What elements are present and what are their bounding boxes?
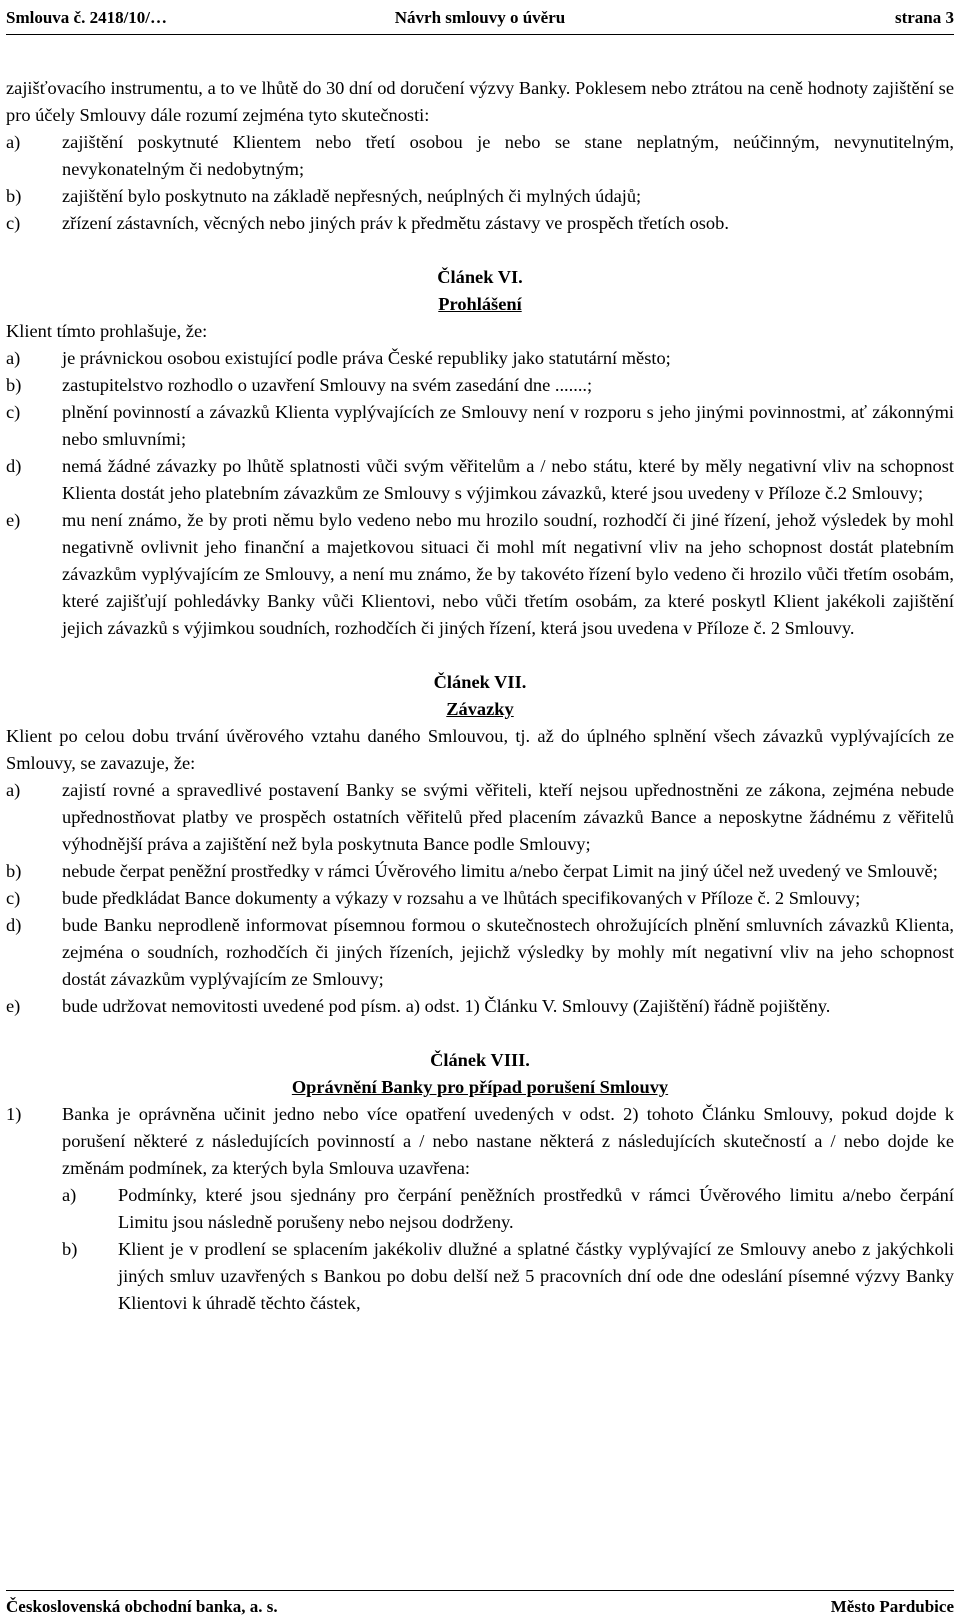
bank-name: Československá obchodní banka, a. s. [6,1597,278,1616]
list-item: e) mu není známo, že by proti němu bylo vedeno nebo mu hrozilo soudní, rozhodčí či jiné řízení, jehož výsledek by mohl negativně ovlivnit jeho finanční a majetkovou situaci či mohl mít negativní vliv na jeho schopnost dostát platebním závazkům vyplývajícím ze Smlouvy, a není mu známo, že by takovéto řízení bylo vedeno či hrozilo vůči třetím osobám, které zajišťují pohledávky Banky vůči Klientovi, nebo vůči třetím osobám, za které poskytl Klient jakékoli zajištění jejich závazků s výjimkou soudních, rozhodčích či jiných řízení, která jsou uvedena v Příloze č. 2 Smlouvy. [6,510,954,638]
page-header [6,4,954,35]
document-body [6,75,954,1317]
list-item: b) zajištění bylo poskytnuto na základě nepřesných, neúplných či mylných údajů; [6,186,642,206]
client-name: Město Pardubice [830,1597,954,1616]
article-7-title: Článek VII. [433,672,527,692]
list-item: a) zajištění poskytnuté Klientem nebo třetí osobou je nebo se stane neplatným, neúčinným, nevynutitelným, nevykonatelným či nedobytným; [6,132,954,179]
list-item: d) nemá žádné závazky po lhůtě splatnosti vůči svým věřitelům a / nebo státu, které by měly negativní vliv na schopnost Klienta dostát jeho platebním závazkům ze Smlouvy s výjimkou závazků, které jsou uvedeny v Příloze č.2 Smlouvy; [6,456,954,503]
page-footer [6,1590,954,1621]
list-item: b) nebude čerpat peněžní prostředky v rámci Úvěrového limitu a/nebo čerpat Limit na jiný účel než uvedený ve Smlouvě; [6,861,938,881]
list-item: e) bude udržovat nemovitosti uvedené pod písm. a) odst. 1) Článku V. Smlouvy (Zajištění) řádně pojištěny. [6,996,831,1016]
article-6-lead: Klient tímto prohlašuje, že: [6,321,208,341]
list-item: b) zastupitelstvo rozhodlo o uzavření Smlouvy na svém zasedání dne .......; [6,375,593,395]
article-6-title: Článek VI. [437,267,523,287]
article-8-title: Článek VIII. [430,1050,530,1070]
numbered-item: 1) Banka je oprávněna učinit jedno nebo více opatření uvedených v odst. 2) tohoto Článku Smlouvy, pokud dojde k porušení některé z následujících povinností a / nebo nastane některá z následujících skutečností a / nebo dojde ke změnám podmínek, za kterých byla Smlouva uzavřena: [6,1104,954,1178]
document-title: Návrh smlouvy o úvěru [394,8,566,27]
article-7-subtitle: Závazky [446,699,514,719]
article-6-subtitle: Prohlášení [438,294,522,314]
list-item: c) bude předkládat Bance dokumenty a výkazy v rozsahu a ve lhůtách specifikovaných v Příloze č. 2 Smlouvy; [6,888,861,908]
list-item: a) zajistí rovné a spravedlivé postavení Banky se svými věřiteli, kteří nejsou upřednostněni ze zákona, zejména nebude upřednostňovat platby ve prospěch ostatních věřitelů před placením závazků Bance a neposkytne žádnému z věřitelů výhodnější práva a zajištění než byla poskytnuta Bance podle Smlouvy; [6,780,954,854]
contract-number: Smlouva č. 2418/10/… [6,8,168,27]
list-item: d) bude Banku neprodleně informovat písemnou formou o skutečnostech ohrožujících plnění smluvních závazků Klienta, zejména o soudních, rozhodčích či jiných řízeních, jejichž výsledky by mohly mít negativní vliv na jeho schopnost dostát závazkům vyplývajícím ze Smlouvy; [6,915,954,989]
sub-list-item: a) Podmínky, které jsou sjednány pro čerpání peněžních prostředků v rámci Úvěrového limitu a/nebo čerpání Limitu jsou následně porušeny nebo nejsou dodrženy. [62,1185,954,1232]
list-item: a) je právnickou osobou existující podle práva České republiky jako statutární město; [6,348,671,368]
page-number: strana 3 [894,8,954,27]
sub-list-item: b) Klient je v prodlení se splacením jakékoliv dlužné a splatné částky vyplývající ze Smlouvy anebo z jakýchkoli jiných smluv uzavřených s Bankou po dobu delší než 5 pracovních dní ode dne odeslání písemné výzvy Banky Klientovi k úhradě těchto částek, [62,1239,954,1313]
list-item: c) plnění povinností a závazků Klienta vyplývajících ze Smlouvy není v rozporu s jeho jinými povinnostmi, ať zákonnými nebo smluvními; [6,402,954,449]
intro-paragraph: zajišťovacího instrumentu, a to ve lhůtě do 30 dní od doručení výzvy Banky. Poklesem nebo ztrátou na ceně hodnoty zajištění se pro účely Smlouvy dále rozumí zejména tyto skutečnosti: [6,78,954,125]
list-item: c) zřízení zástavních, věcných nebo jiných práv k předmětu zástavy ve prospěch třetích osob. [6,213,729,233]
article-7-lead: Klient po celou dobu trvání úvěrového vztahu daného Smlouvou, tj. až do úplného splnění všech závazků vyplývajících ze Smlouvy, se zavazuje, že: [6,726,954,773]
article-8-subtitle: Oprávnění Banky pro případ porušení Smlouvy [291,1077,669,1097]
